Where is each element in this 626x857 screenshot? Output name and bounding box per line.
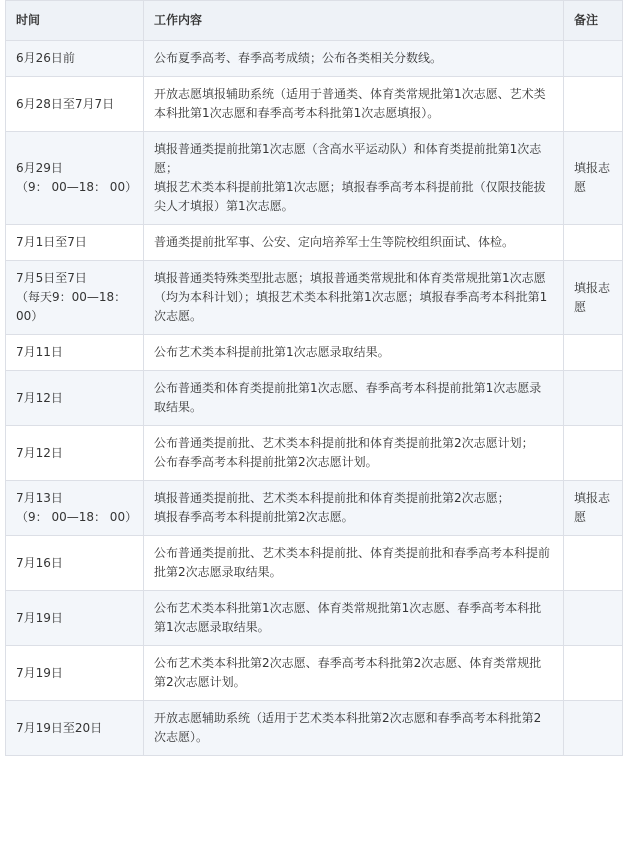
table-row xyxy=(6,701,623,756)
table-row xyxy=(6,591,623,646)
table-row xyxy=(6,536,623,591)
cell-content: 开放志愿填报辅助系统（适用于普通类、体育类常规批第1次志愿、艺术类本科批第1次志愿和春季高考本科批第1次志愿填报）。 xyxy=(144,77,564,132)
table-row xyxy=(6,646,623,701)
cell-content: 公布普通类和体育类提前批第1次志愿、春季高考本科提前批第1次志愿录取结果。 xyxy=(144,371,564,426)
header-note: 备注 xyxy=(564,1,623,41)
cell-time: 7月19日 xyxy=(6,591,144,646)
table-row xyxy=(6,481,623,536)
cell-content: 公布普通类提前批、艺术类本科提前批、体育类提前批和春季高考本科提前批第2次志愿录取结果。 xyxy=(144,536,564,591)
header-row xyxy=(6,1,623,41)
cell-time: 7月12日 xyxy=(6,371,144,426)
cell-time: 6月26日前 xyxy=(6,41,144,77)
cell-note xyxy=(564,591,623,646)
header-time: 时间 xyxy=(6,1,144,41)
cell-time: 7月12日 xyxy=(6,426,144,481)
header-content: 工作内容 xyxy=(144,1,564,41)
cell-note xyxy=(564,646,623,701)
cell-content: 公布艺术类本科批第1次志愿、体育类常规批第1次志愿、春季高考本科批第1次志愿录取结果。 xyxy=(144,591,564,646)
cell-content: 公布夏季高考、春季高考成绩；公布各类相关分数线。 xyxy=(144,41,564,77)
table-row xyxy=(6,371,623,426)
table-body xyxy=(6,41,623,756)
cell-time: 6月28日至7月7日 xyxy=(6,77,144,132)
cell-time: 7月19日至20日 xyxy=(6,701,144,756)
table-row xyxy=(6,77,623,132)
cell-time: 7月11日 xyxy=(6,335,144,371)
cell-note xyxy=(564,371,623,426)
cell-note: 填报志愿 xyxy=(564,481,623,536)
cell-time: 7月19日 xyxy=(6,646,144,701)
cell-note: 填报志愿 xyxy=(564,261,623,335)
cell-content: 公布艺术类本科批第2次志愿、春季高考本科批第2次志愿、体育类常规批第2次志愿计划。 xyxy=(144,646,564,701)
cell-note xyxy=(564,41,623,77)
cell-time: 6月29日 （9： 00—18： 00） xyxy=(6,132,144,225)
cell-content: 填报普通类提前批、艺术类本科提前批和体育类提前批第2次志愿； 填报春季高考本科提前批第2次志愿。 xyxy=(144,481,564,536)
cell-note xyxy=(564,335,623,371)
cell-note xyxy=(564,225,623,261)
cell-time: 7月16日 xyxy=(6,536,144,591)
table-row xyxy=(6,335,623,371)
table-row xyxy=(6,426,623,481)
cell-content: 填报普通类特殊类型批志愿；填报普通类常规批和体育类常规批第1次志愿（均为本科计划）；填报艺术类本科批第1次志愿；填报春季高考本科批第1次志愿。 xyxy=(144,261,564,335)
cell-time: 7月13日 （9： 00—18： 00） xyxy=(6,481,144,536)
cell-time: 7月5日至7日 （每天9：00—18：00） xyxy=(6,261,144,335)
cell-note xyxy=(564,77,623,132)
cell-note xyxy=(564,701,623,756)
cell-content: 公布艺术类本科提前批第1次志愿录取结果。 xyxy=(144,335,564,371)
cell-note xyxy=(564,536,623,591)
cell-note: 填报志愿 xyxy=(564,132,623,225)
table-header xyxy=(6,1,623,41)
table-row xyxy=(6,261,623,335)
cell-content: 填报普通类提前批第1次志愿（含高水平运动队）和体育类提前批第1次志愿； 填报艺术类本科提前批第1次志愿；填报春季高考本科提前批（仅限技能拔尖人才填报）第1次志愿。 xyxy=(144,132,564,225)
table-row xyxy=(6,225,623,261)
table-row xyxy=(6,41,623,77)
schedule-table xyxy=(5,0,623,756)
table-row xyxy=(6,132,623,225)
cell-content: 公布普通类提前批、艺术类本科提前批和体育类提前批第2次志愿计划； 公布春季高考本科提前批第2次志愿计划。 xyxy=(144,426,564,481)
cell-content: 普通类提前批军事、公安、定向培养军士生等院校组织面试、体检。 xyxy=(144,225,564,261)
cell-note xyxy=(564,426,623,481)
cell-content: 开放志愿辅助系统（适用于艺术类本科批第2次志愿和春季高考本科批第2次志愿）。 xyxy=(144,701,564,756)
cell-time: 7月1日至7日 xyxy=(6,225,144,261)
